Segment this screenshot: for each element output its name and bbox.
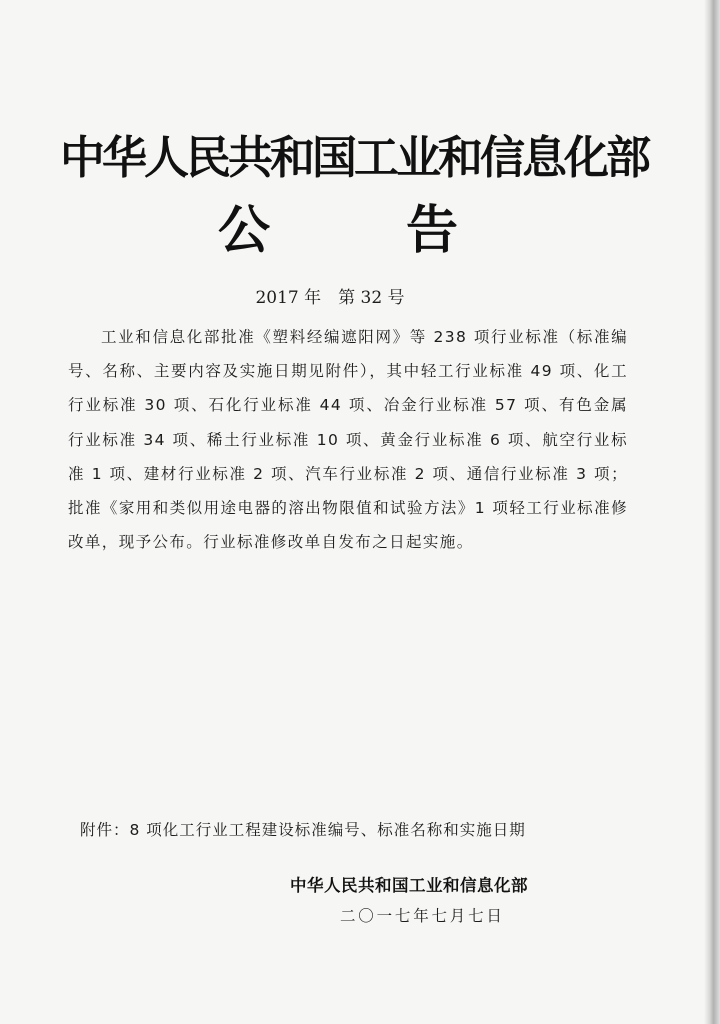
signature-organization: 中华人民共和国工业和信息化部 xyxy=(290,876,528,895)
document-type-heading xyxy=(218,198,458,264)
document-type-char-2: 告 xyxy=(405,200,458,261)
attachment-note: 附件：8 项化工行业工程建设标准编号、标准名称和实施日期 xyxy=(80,821,526,839)
signature-date: 二〇一七年七月七日 xyxy=(340,907,505,925)
document-type-char-1: 公 xyxy=(218,200,271,261)
scan-edge-shadow xyxy=(704,0,720,1024)
document-number: 2017 年 第 32 号 xyxy=(255,288,405,308)
announcement-body-paragraph: 工业和信息化部批准《塑料经编遮阳网》等 238 项行业标准（标准编号、名称、主要内容及实施日期见附件），其中轻工行业标准 49 项、化工行业标准 30 项、石化行业标准 44 项、冶金行业标准 57 项、有色金属行业标准 34 项、稀土行业标准 10 项、黄金行业标准 6 项、航空行业标准 1 项、建材行业标准 2 项、汽车行业标准 2 项、通信行业标准 3 项；批准《家用和类似用途电器的溶出物限值和试验方法》1 项轻工行业标准修改单，现予公布。行业标准修改单自发布之日起实施。 xyxy=(68,328,628,552)
issuing-organization-title: 中华人民共和国工业和信息化部 xyxy=(60,131,649,184)
